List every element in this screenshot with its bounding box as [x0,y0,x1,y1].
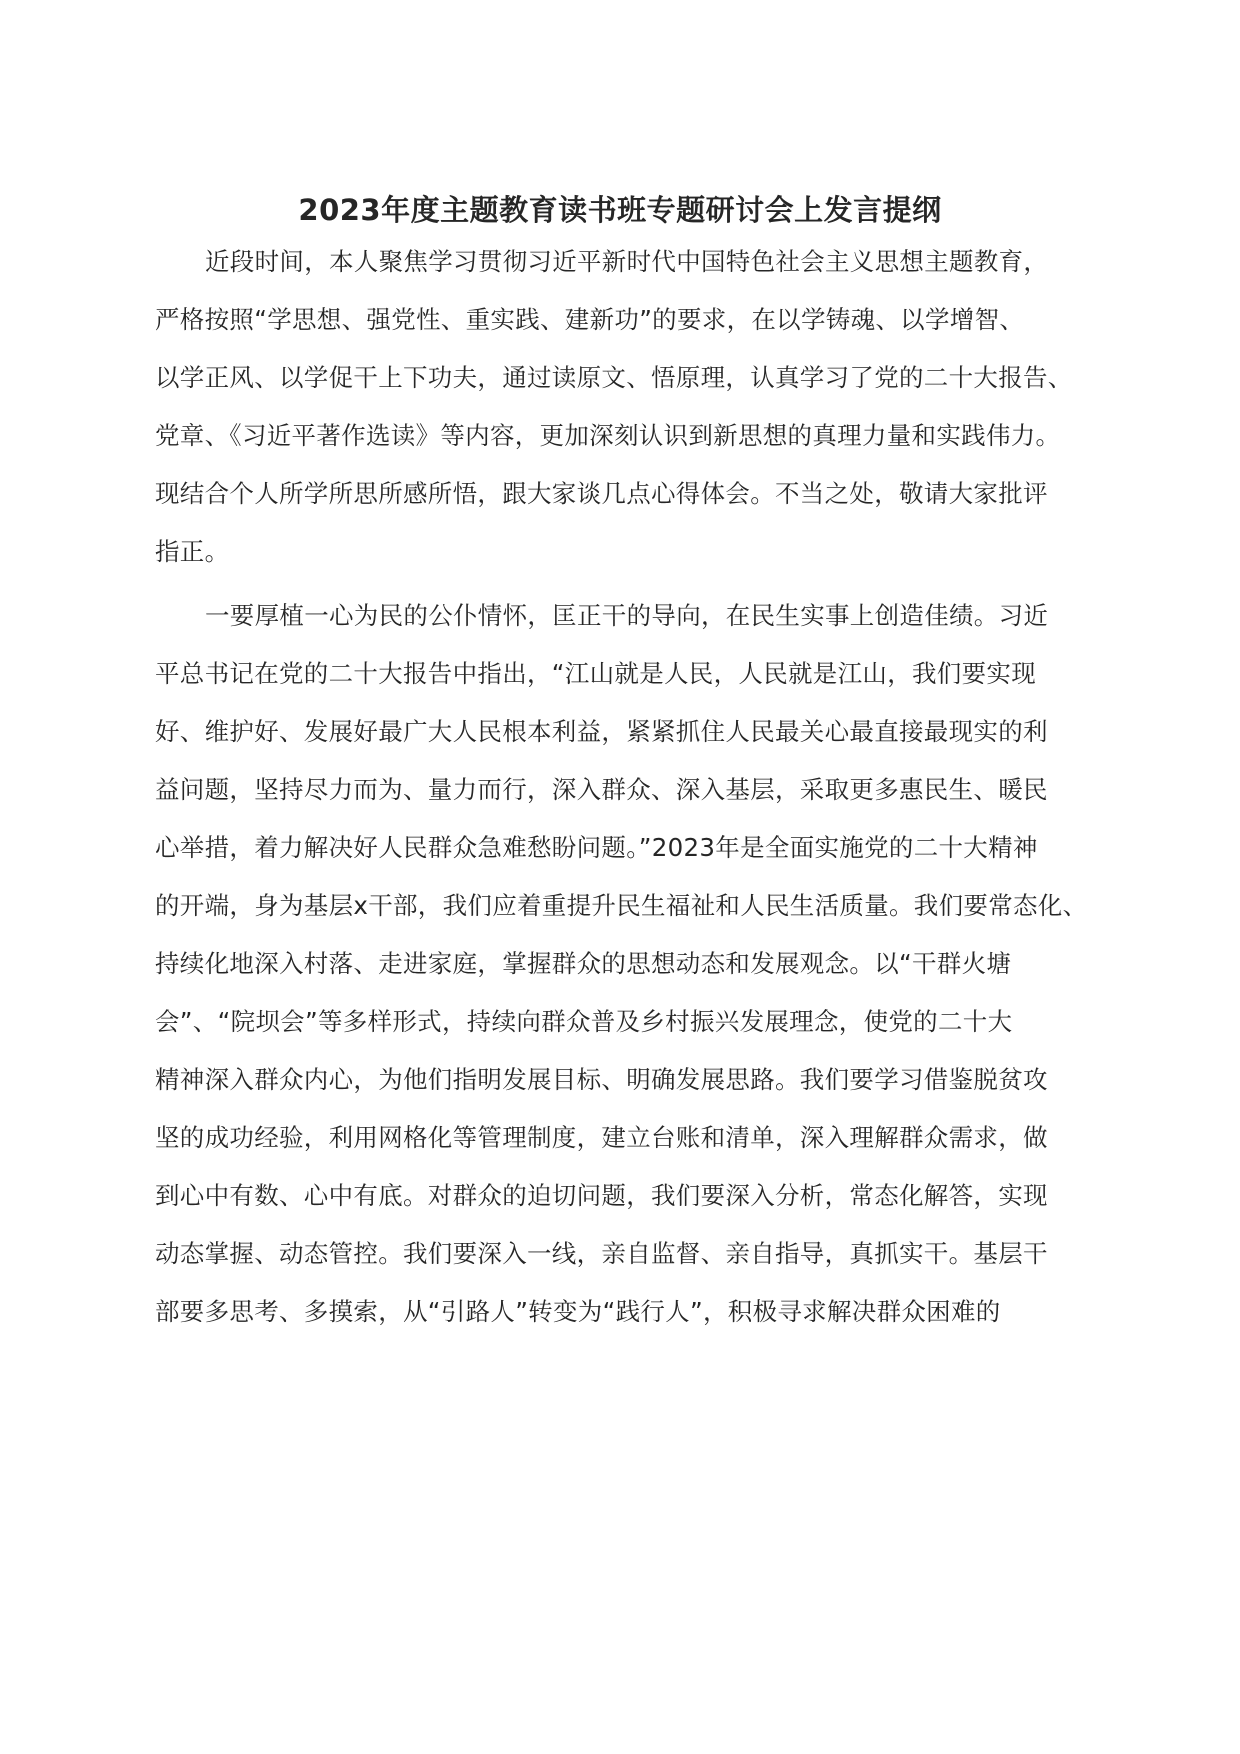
paragraph-1-line-6: 指正。 [155,537,230,566]
paragraph-2-line-2: 平总书记在党的二十大报告中指出，“江山就是人民，人民就是江山，我们要实现 [155,659,1036,688]
paragraph-2-line-11: 到心中有数、心中有底。对群众的迫切问题，我们要深入分析，常态化解答，实现 [155,1181,1048,1210]
paragraph-1-line-3: 以学正风、以学促干上下功夫，通过读原文、悟原理，认真学习了党的二十大报告、 [155,363,1073,392]
paragraph-2-line-13: 部要多思考、多摸索，从“引路人”转变为“践行人”，积极寻求解决群众困难的 [155,1297,1001,1326]
paragraph-2-line-12: 动态掌握、动态管控。我们要深入一线，亲自监督、亲自指导，真抓实干。基层干 [155,1239,1048,1268]
document-title: 2023年度主题教育读书班专题研讨会上发言提纲 [298,193,942,227]
paragraph-2-line-4: 益问题，坚持尽力而为、量力而行，深入群众、深入基层，采取更多惠民生、暖民 [155,775,1048,804]
paragraph-2-line-10: 坚的成功经验，利用网格化等管理制度，建立台账和清单，深入理解群众需求，做 [155,1123,1048,1152]
paragraph-2-line-7: 持续化地深入村落、走进家庭，掌握群众的思想动态和发展观念。以“干群火塘 [155,949,1012,978]
paragraph-2-line-1: 一要厚植一心为民的公仆情怀，匡正干的导向，在民生实事上创造佳绩。习近 [205,601,1049,630]
paragraph-2-line-3: 好、维护好、发展好最广大人民根本利益，紧紧抓住人民最关心最直接最现实的利 [155,717,1048,746]
paragraph-1-line-1: 近段时间，本人聚焦学习贯彻习近平新时代中国特色社会主义思想主题教育， [205,247,1049,276]
paragraph-1-line-4: 党章、《习近平著作选读》等内容，更加深刻认识到新思想的真理力量和实践伟力。 [155,421,1061,450]
paragraph-2-line-6: 的开端，身为基层x干部，我们应着重提升民生福祉和人民生活质量。我们要常态化、 [155,891,1088,920]
paragraph-2-line-9: 精神深入群众内心，为他们指明发展目标、明确发展思路。我们要学习借鉴脱贫攻 [155,1065,1048,1094]
paragraph-1-line-5: 现结合个人所学所思所感所悟，跟大家谈几点心得体会。不当之处，敬请大家批评 [155,479,1048,508]
paragraph-2-line-5: 心举措，着力解决好人民群众急难愁盼问题。”2023年是全面实施党的二十大精神 [155,833,1038,862]
paragraph-2-line-8: 会”、“院坝会”等多样形式，持续向群众普及乡村振兴发展理念，使党的二十大 [155,1007,1013,1036]
paragraph-1-line-2: 严格按照“学思想、强党性、重实践、建新功”的要求，在以学铸魂、以学增智、 [155,305,1025,334]
